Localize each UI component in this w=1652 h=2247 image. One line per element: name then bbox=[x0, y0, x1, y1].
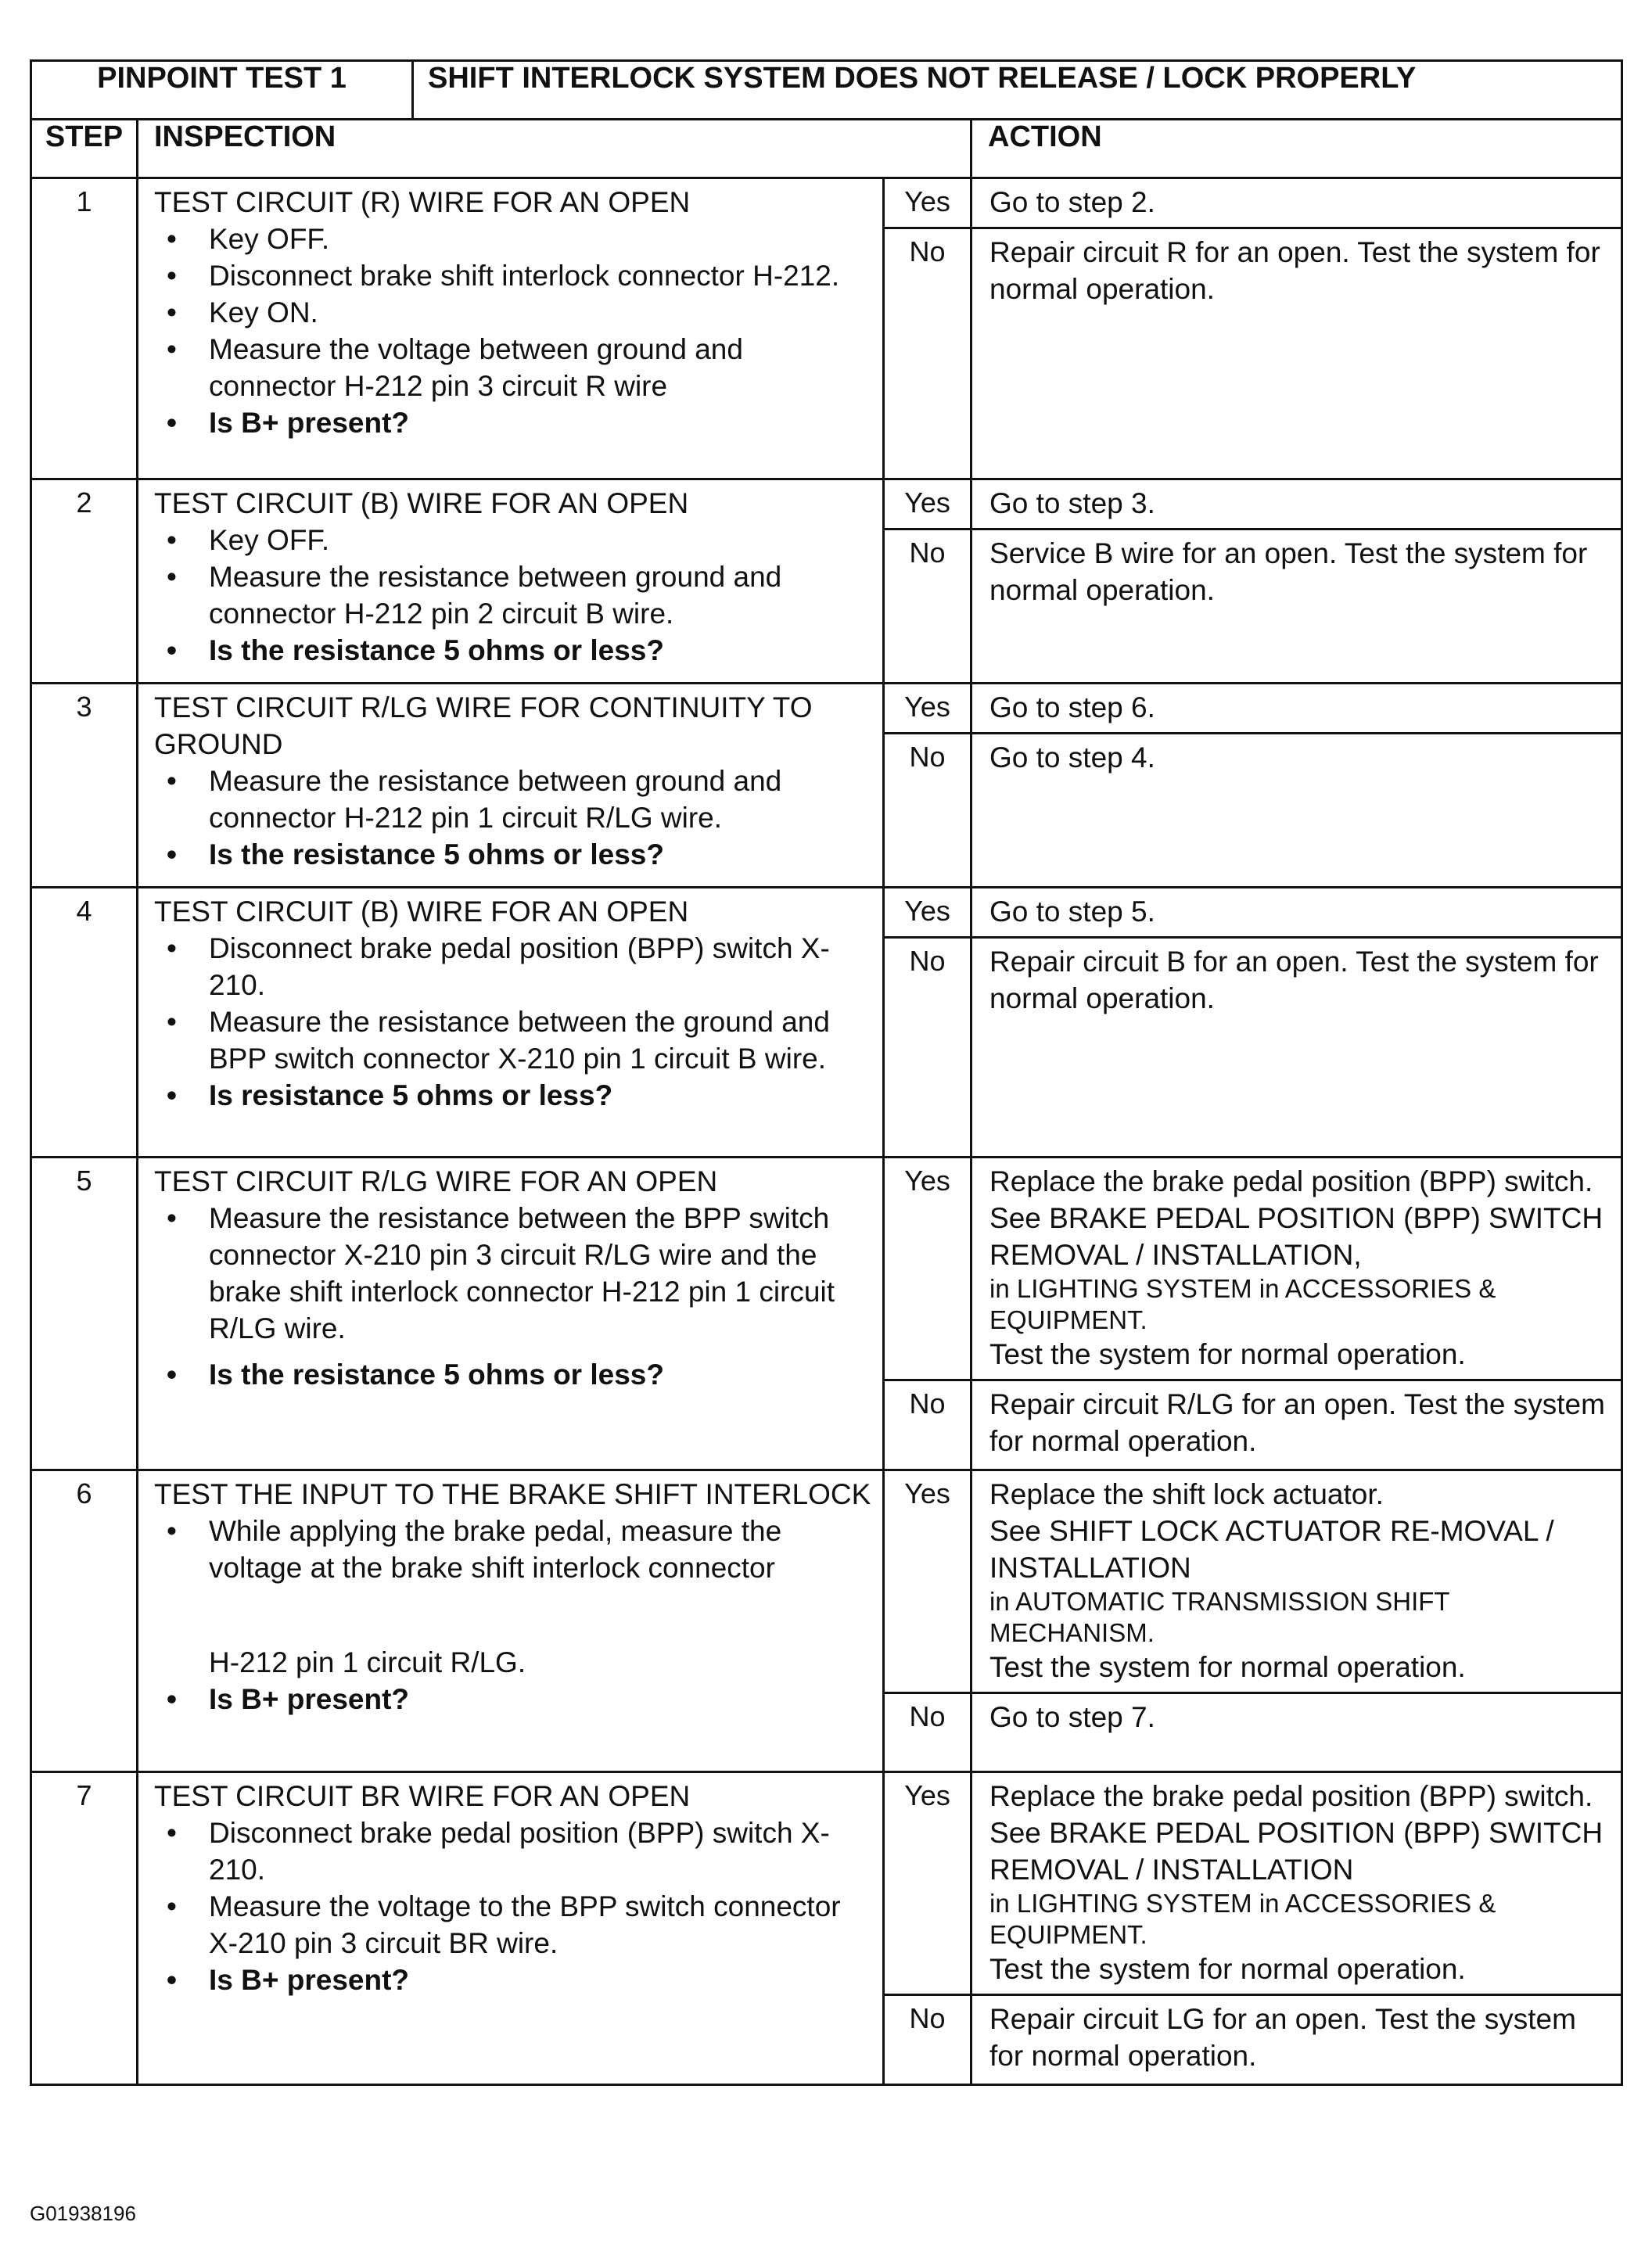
step-number: 1 bbox=[31, 178, 138, 479]
spacer bbox=[154, 1586, 874, 1644]
step-bullet: • Measure the resistance between the ground and BPP switch connector X-210 pin 1 circuit B wire. bbox=[154, 1003, 874, 1077]
step-inspection bbox=[138, 684, 884, 888]
yes-action-see: See BRAKE PEDAL POSITION (BPP) SWITCH REMOVAL / INSTALLATION, bbox=[989, 1202, 1604, 1271]
yes-label: Yes bbox=[884, 1158, 971, 1380]
figure-id: G01938196 bbox=[30, 2202, 136, 2225]
no-action: Repair circuit R for an open. Test the system for normal operation. bbox=[971, 228, 1622, 479]
yes-label: Yes bbox=[884, 479, 971, 529]
step-bullet-list bbox=[154, 522, 874, 669]
step-row-4-yes bbox=[31, 888, 1622, 938]
step-inspection bbox=[138, 888, 884, 1158]
step-bullet: • Disconnect brake shift interlock connector H-212. bbox=[154, 257, 874, 294]
pinpoint-test-table bbox=[30, 59, 1623, 2086]
step-row-1-yes bbox=[31, 178, 1622, 228]
step-question: • Is the resistance 5 ohms or less? bbox=[154, 1356, 874, 1393]
yes-action-see: See BRAKE PEDAL POSITION (BPP) SWITCH REMOVAL / INSTALLATION bbox=[989, 1817, 1604, 1886]
no-action: Service B wire for an open. Test the system for normal operation. bbox=[971, 529, 1622, 684]
no-action: Repair circuit LG for an open. Test the system for normal operation. bbox=[971, 1995, 1622, 2085]
no-action: Go to step 7. bbox=[971, 1693, 1622, 1772]
step-question: • Is B+ present? bbox=[154, 1681, 874, 1718]
step-number: 7 bbox=[31, 1772, 138, 2085]
step-title: TEST CIRCUIT (B) WIRE FOR AN OPEN bbox=[154, 487, 689, 519]
step-question: • Is the resistance 5 ohms or less? bbox=[154, 632, 874, 669]
yes-action-text: Replace the brake pedal position (BPP) switch. bbox=[989, 1165, 1593, 1197]
step-title: TEST CIRCUIT (B) WIRE FOR AN OPEN bbox=[154, 896, 689, 928]
step-bullet-list bbox=[154, 930, 874, 1114]
yes-action-location: in LIGHTING SYSTEM in ACCESSORIES & EQUIPMENT. bbox=[989, 1274, 1496, 1334]
test-name: PINPOINT TEST 1 bbox=[31, 61, 413, 120]
step-bullet: • Key ON. bbox=[154, 294, 874, 331]
yes-label: Yes bbox=[884, 1772, 971, 1995]
step-title: TEST CIRCUIT BR WIRE FOR AN OPEN bbox=[154, 1780, 691, 1812]
step-inspection bbox=[138, 479, 884, 684]
step-inspection bbox=[138, 1470, 884, 1772]
step-row-5-yes bbox=[31, 1158, 1622, 1380]
step-title: TEST CIRCUIT R/LG WIRE FOR AN OPEN bbox=[154, 1165, 718, 1197]
yes-action bbox=[971, 1772, 1622, 1995]
step-bullet-list bbox=[154, 763, 874, 873]
step-bullet: • Measure the resistance between the BPP switch connector X-210 pin 3 circuit R/LG wire and the brake shift interlock connector H-212 pin 1 circuit R/LG wire. bbox=[154, 1200, 874, 1347]
step-number: 2 bbox=[31, 479, 138, 684]
step-inspection bbox=[138, 178, 884, 479]
step-bullet: • Key OFF. bbox=[154, 221, 874, 257]
step-bullet: • Measure the resistance between ground and connector H-212 pin 1 circuit R/LG wire. bbox=[154, 763, 874, 836]
yes-action: Go to step 2. bbox=[971, 178, 1622, 228]
step-inspection bbox=[138, 1158, 884, 1470]
step-bullet: • Measure the resistance between ground and connector H-212 pin 2 circuit B wire. bbox=[154, 558, 874, 632]
step-bullet-list bbox=[154, 1513, 874, 1586]
header-row bbox=[31, 61, 1622, 120]
step-question: • Is B+ present? bbox=[154, 1962, 874, 1998]
step-row-3-yes bbox=[31, 684, 1622, 734]
step-bullet-list bbox=[154, 1200, 874, 1393]
yes-label: Yes bbox=[884, 684, 971, 734]
step-title: TEST CIRCUIT R/LG WIRE FOR CONTINUITY TO GROUND bbox=[154, 691, 813, 760]
no-label: No bbox=[884, 1380, 971, 1470]
yes-label: Yes bbox=[884, 888, 971, 938]
step-inspection bbox=[138, 1772, 884, 2085]
yes-action-test: Test the system for normal operation. bbox=[989, 1953, 1466, 1985]
no-label: No bbox=[884, 938, 971, 1158]
yes-action: Go to step 5. bbox=[971, 888, 1622, 938]
step-question: • Is resistance 5 ohms or less? bbox=[154, 1077, 874, 1114]
no-label: No bbox=[884, 529, 971, 684]
step-bullet-continuation: H-212 pin 1 circuit R/LG. bbox=[209, 1646, 526, 1678]
step-row-7-yes bbox=[31, 1772, 1622, 1995]
col-action-header: ACTION bbox=[971, 120, 1622, 178]
yes-action bbox=[971, 1158, 1622, 1380]
step-number: 6 bbox=[31, 1470, 138, 1772]
col-step-header: STEP bbox=[31, 120, 138, 178]
step-question: • Is B+ present? bbox=[154, 404, 874, 441]
step-bullet-list bbox=[154, 221, 874, 441]
yes-action: Go to step 3. bbox=[971, 479, 1622, 529]
step-row-6-yes bbox=[31, 1470, 1622, 1693]
step-row-2-yes bbox=[31, 479, 1622, 529]
yes-action-text: Replace the shift lock actuator. bbox=[989, 1478, 1384, 1510]
step-bullet-list bbox=[154, 1681, 874, 1718]
no-label: No bbox=[884, 1693, 971, 1772]
step-bullet: • While applying the brake pedal, measure the voltage at the brake shift interlock connector bbox=[154, 1513, 874, 1586]
yes-action-location: in LIGHTING SYSTEM in ACCESSORIES & EQUIPMENT. bbox=[989, 1889, 1496, 1949]
no-label: No bbox=[884, 1995, 971, 2085]
no-action: Repair circuit B for an open. Test the system for normal operation. bbox=[971, 938, 1622, 1158]
step-bullet: • Disconnect brake pedal position (BPP) switch X-210. bbox=[154, 1814, 874, 1888]
yes-action bbox=[971, 1470, 1622, 1693]
yes-action-test: Test the system for normal operation. bbox=[989, 1651, 1466, 1683]
step-number: 4 bbox=[31, 888, 138, 1158]
step-number: 5 bbox=[31, 1158, 138, 1470]
step-bullet: • Disconnect brake pedal position (BPP) switch X-210. bbox=[154, 930, 874, 1003]
step-bullet: • Measure the voltage between ground and connector H-212 pin 3 circuit R wire bbox=[154, 331, 874, 404]
test-title: SHIFT INTERLOCK SYSTEM DOES NOT RELEASE / LOCK PROPERLY bbox=[413, 61, 1622, 120]
no-action: Repair circuit R/LG for an open. Test the system for normal operation. bbox=[971, 1380, 1622, 1470]
yes-action: Go to step 6. bbox=[971, 684, 1622, 734]
yes-action-test: Test the system for normal operation. bbox=[989, 1338, 1466, 1370]
step-number: 3 bbox=[31, 684, 138, 888]
step-bullet: • Key OFF. bbox=[154, 522, 874, 558]
step-question: • Is the resistance 5 ohms or less? bbox=[154, 836, 874, 873]
no-action: Go to step 4. bbox=[971, 734, 1622, 888]
no-label: No bbox=[884, 734, 971, 888]
step-bullet: • Measure the voltage to the BPP switch connector X-210 pin 3 circuit BR wire. bbox=[154, 1888, 874, 1962]
no-label: No bbox=[884, 228, 971, 479]
step-bullet-list bbox=[154, 1814, 874, 1998]
step-title: TEST THE INPUT TO THE BRAKE SHIFT INTERLOCK bbox=[154, 1478, 871, 1510]
yes-label: Yes bbox=[884, 178, 971, 228]
yes-action-text: Replace the brake pedal position (BPP) switch. bbox=[989, 1780, 1593, 1812]
yes-label: Yes bbox=[884, 1470, 971, 1693]
yes-action-location: in AUTOMATIC TRANSMISSION SHIFT MECHANISM. bbox=[989, 1587, 1449, 1647]
col-inspection-header: INSPECTION bbox=[138, 120, 971, 178]
yes-action-see: See SHIFT LOCK ACTUATOR RE-MOVAL / INSTALLATION bbox=[989, 1515, 1554, 1584]
column-header-row bbox=[31, 120, 1622, 178]
step-title: TEST CIRCUIT (R) WIRE FOR AN OPEN bbox=[154, 186, 691, 218]
